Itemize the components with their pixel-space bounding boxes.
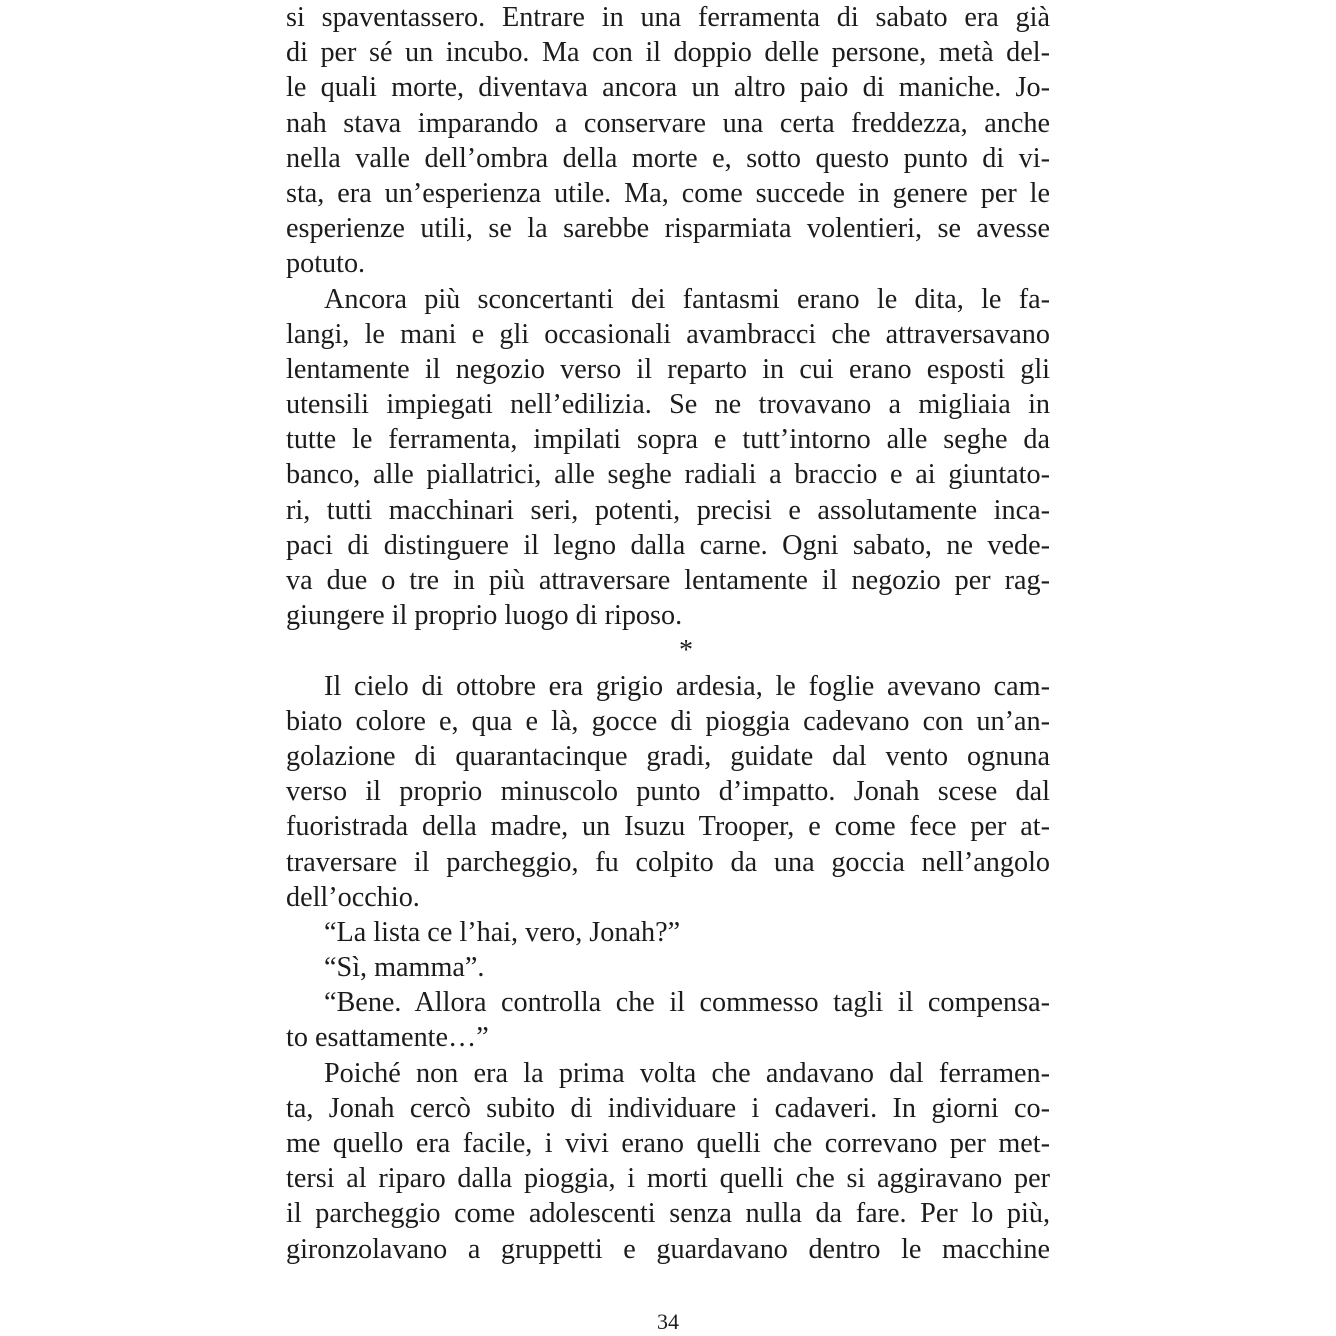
text-line: lentamente il negozio verso il reparto in cui erano esposti gli bbox=[286, 353, 1050, 385]
text-line: me quello era facile, i vivi erano quelli che correvano per met- bbox=[286, 1128, 1050, 1159]
text-line: le quali morte, diventava ancora un altro paio di maniche. Jo- bbox=[286, 72, 1050, 104]
text-line: dell’occhio. bbox=[286, 881, 420, 913]
text-line: tersi al riparo dalla pioggia, i morti quelli che si aggiravano per bbox=[286, 1163, 1050, 1195]
paragraph bbox=[286, 1056, 1050, 1267]
text-line: banco, alle piallatrici, alle seghe radiali a braccio e ai giuntato- bbox=[286, 459, 1050, 491]
text-line: “Bene. Allora controlla che il commesso tagli il compensa- bbox=[324, 987, 1050, 1019]
text-line: il parcheggio come adolescenti senza nulla da fare. Per lo più, bbox=[286, 1198, 1050, 1230]
text-line: utensili impiegati nell’edilizia. Se ne trovavano a migliaia in bbox=[286, 389, 1050, 421]
text-line: “La lista ce l’hai, vero, Jonah?” bbox=[324, 916, 681, 948]
paragraph bbox=[286, 669, 1050, 915]
text-line: paci di distinguere il legno dalla carne. Ogni sabato, ne vede- bbox=[286, 529, 1050, 561]
dialogue-line bbox=[286, 985, 1050, 1055]
text-line: esperienze utili, se la sarebbe risparmiata volentieri, se avesse bbox=[286, 213, 1050, 245]
section-break: * bbox=[678, 635, 694, 667]
text-line: potuto. bbox=[286, 248, 366, 280]
text-line: langi, le mani e gli occasionali avambracci che attraversavano bbox=[286, 318, 1050, 350]
text-line: nah stava imparando a conservare una certa freddezza, anche bbox=[286, 107, 1050, 139]
text-line: gironzolavano a gruppetti e guardavano dentro le macchine bbox=[286, 1233, 1050, 1265]
text-block-after-break bbox=[286, 669, 1050, 1267]
text-line: di per sé un incubo. Ma con il doppio delle persone, metà del- bbox=[286, 37, 1050, 69]
text-line: giungere il proprio luogo di riposo. bbox=[286, 600, 683, 632]
paragraph bbox=[286, 0, 1050, 282]
text-line: Ancora più sconcertanti dei fantasmi erano le dita, le fa- bbox=[324, 283, 1050, 315]
text-line: to esattamente…” bbox=[286, 1022, 489, 1054]
text-line: sta, era un’esperienza utile. Ma, come succede in genere per le bbox=[286, 177, 1050, 209]
book-page bbox=[286, 0, 1050, 1267]
text-line: fuoristrada della madre, un Isuzu Trooper, e come fece per at- bbox=[286, 811, 1050, 843]
dialogue-line bbox=[286, 915, 1050, 950]
text-line: Poiché non era la prima volta che andavano dal ferramen- bbox=[324, 1057, 1050, 1089]
text-line: verso il proprio minuscolo punto d’impatto. Jonah scese dal bbox=[286, 776, 1050, 808]
text-line: ri, tutti macchinari seri, potenti, precisi e assolutamente inca- bbox=[286, 494, 1050, 526]
text-line: golazione di quarantacinque gradi, guidate dal vento ognuna bbox=[286, 740, 1050, 772]
text-line: “Sì, mamma”. bbox=[324, 952, 485, 984]
text-line: si spaventassero. Entrare in una ferramenta di sabato era già bbox=[286, 2, 1050, 33]
text-line: ta, Jonah cercò subito di individuare i cadaveri. In giorni co- bbox=[286, 1092, 1050, 1124]
text-line: tutte le ferramenta, impilati sopra e tutt’intorno alle seghe da bbox=[286, 424, 1050, 456]
paragraph bbox=[286, 282, 1050, 634]
text-line: Il cielo di ottobre era grigio ardesia, le foglie avevano cam- bbox=[324, 670, 1050, 702]
text-block-before-break bbox=[286, 0, 1050, 633]
dialogue-line bbox=[286, 950, 1050, 985]
page-number: 34 bbox=[657, 1309, 679, 1334]
text-line: traversare il parcheggio, fu colpito da una goccia nell’angolo bbox=[286, 846, 1050, 878]
text-line: va due o tre in più attraversare lentamente il negozio per rag- bbox=[286, 565, 1050, 596]
text-line: nella valle dell’ombra della morte e, sotto questo punto di vi- bbox=[286, 142, 1050, 174]
text-line: biato colore e, qua e là, gocce di pioggia cadevano con un’an- bbox=[286, 705, 1050, 737]
